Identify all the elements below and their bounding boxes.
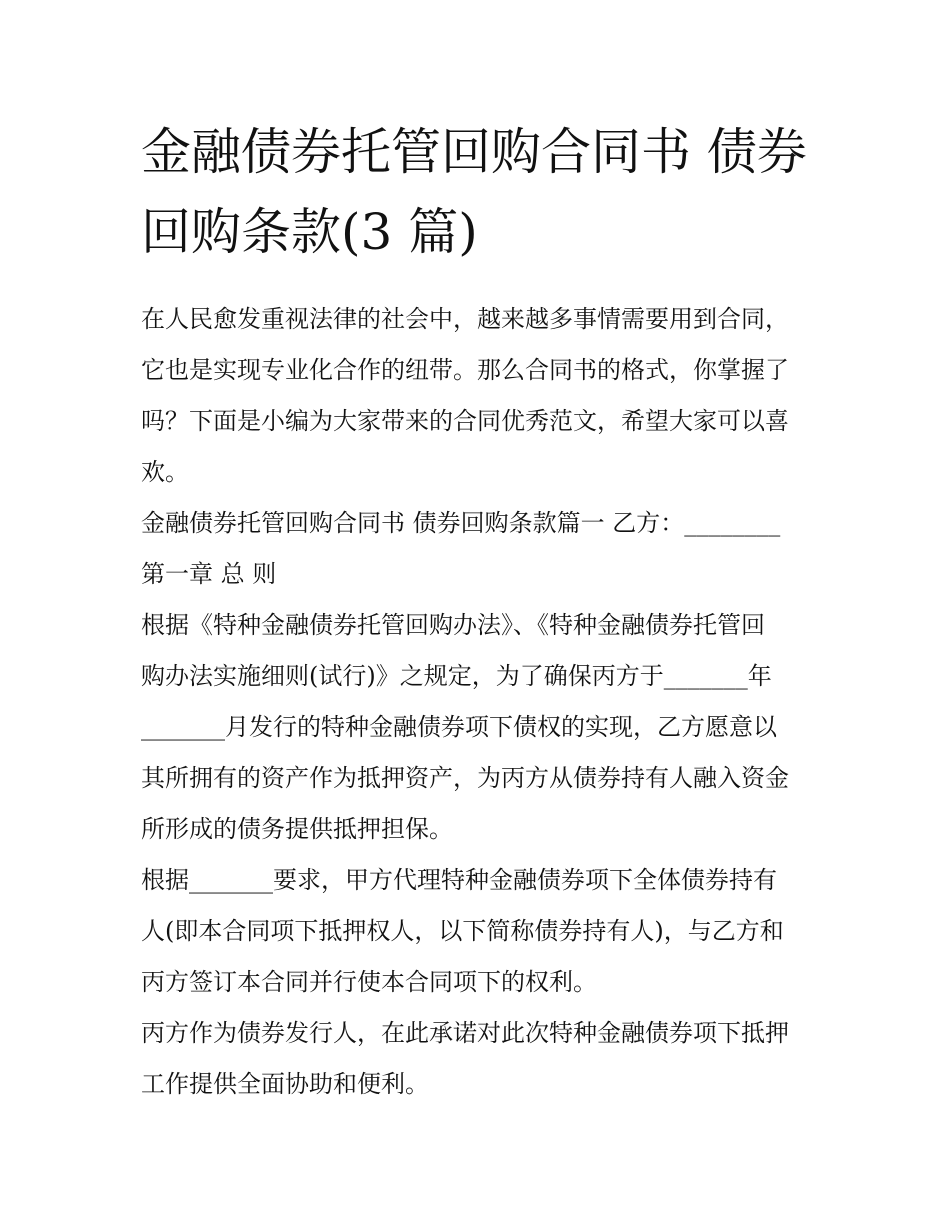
text-line: 在人民愈发重视法律的社会中，越来越多事情需要用到合同， xyxy=(141,305,789,333)
text-line: 丙方签订本合同并行使本合同项下的权利。 xyxy=(141,968,597,996)
text-line: 吗？下面是小编为大家带来的合同优秀范文，希望大家可以喜 xyxy=(141,407,789,435)
title-line-1: 金融债券托管回购合同书 债券 xyxy=(141,123,807,181)
text-line: 第一章 总 则 xyxy=(141,560,277,588)
section-heading-part-one xyxy=(141,498,812,549)
document-body xyxy=(141,294,812,1110)
title-line-2: 回购条款(3 篇) xyxy=(141,203,478,261)
text-line: 工作提供全面协助和便利。 xyxy=(141,1070,429,1098)
text-line: 根据_______要求，甲方代理特种金融债券项下全体债券持有 xyxy=(141,866,777,894)
document-title xyxy=(141,112,812,272)
text-line: 其所拥有的资产作为抵押资产，为丙方从债券持有人融入资金 xyxy=(141,764,789,792)
text-line: 丙方作为债券发行人，在此承诺对此次特种金融债券项下抵押 xyxy=(141,1019,789,1047)
text-line: 欢。 xyxy=(141,458,189,486)
legal-basis-paragraph xyxy=(141,600,812,855)
chapter-heading xyxy=(141,549,812,600)
text-line: 根据《特种金融债券托管回购办法》、《特种金融债券托管回 xyxy=(141,611,765,639)
text-line: 金融债券托管回购合同书 债券回购条款篇一 乙方：________ xyxy=(141,509,781,537)
text-line: _______月发行的特种金融债券项下债权的实现，乙方愿意以 xyxy=(141,713,777,741)
text-line: 购办法实施细则(试行)》之规定，为了确保丙方于_______年 xyxy=(141,662,772,690)
text-line: 所形成的债务提供抵押担保。 xyxy=(141,815,453,843)
issuer-commitment-paragraph xyxy=(141,1008,812,1110)
text-line: 人(即本合同项下抵押权人，以下简称债券持有人)，与乙方和 xyxy=(141,917,784,945)
agency-paragraph xyxy=(141,855,812,1008)
intro-paragraph xyxy=(141,294,812,498)
text-line: 它也是实现专业化合作的纽带。那么合同书的格式，你掌握了 xyxy=(141,356,789,384)
